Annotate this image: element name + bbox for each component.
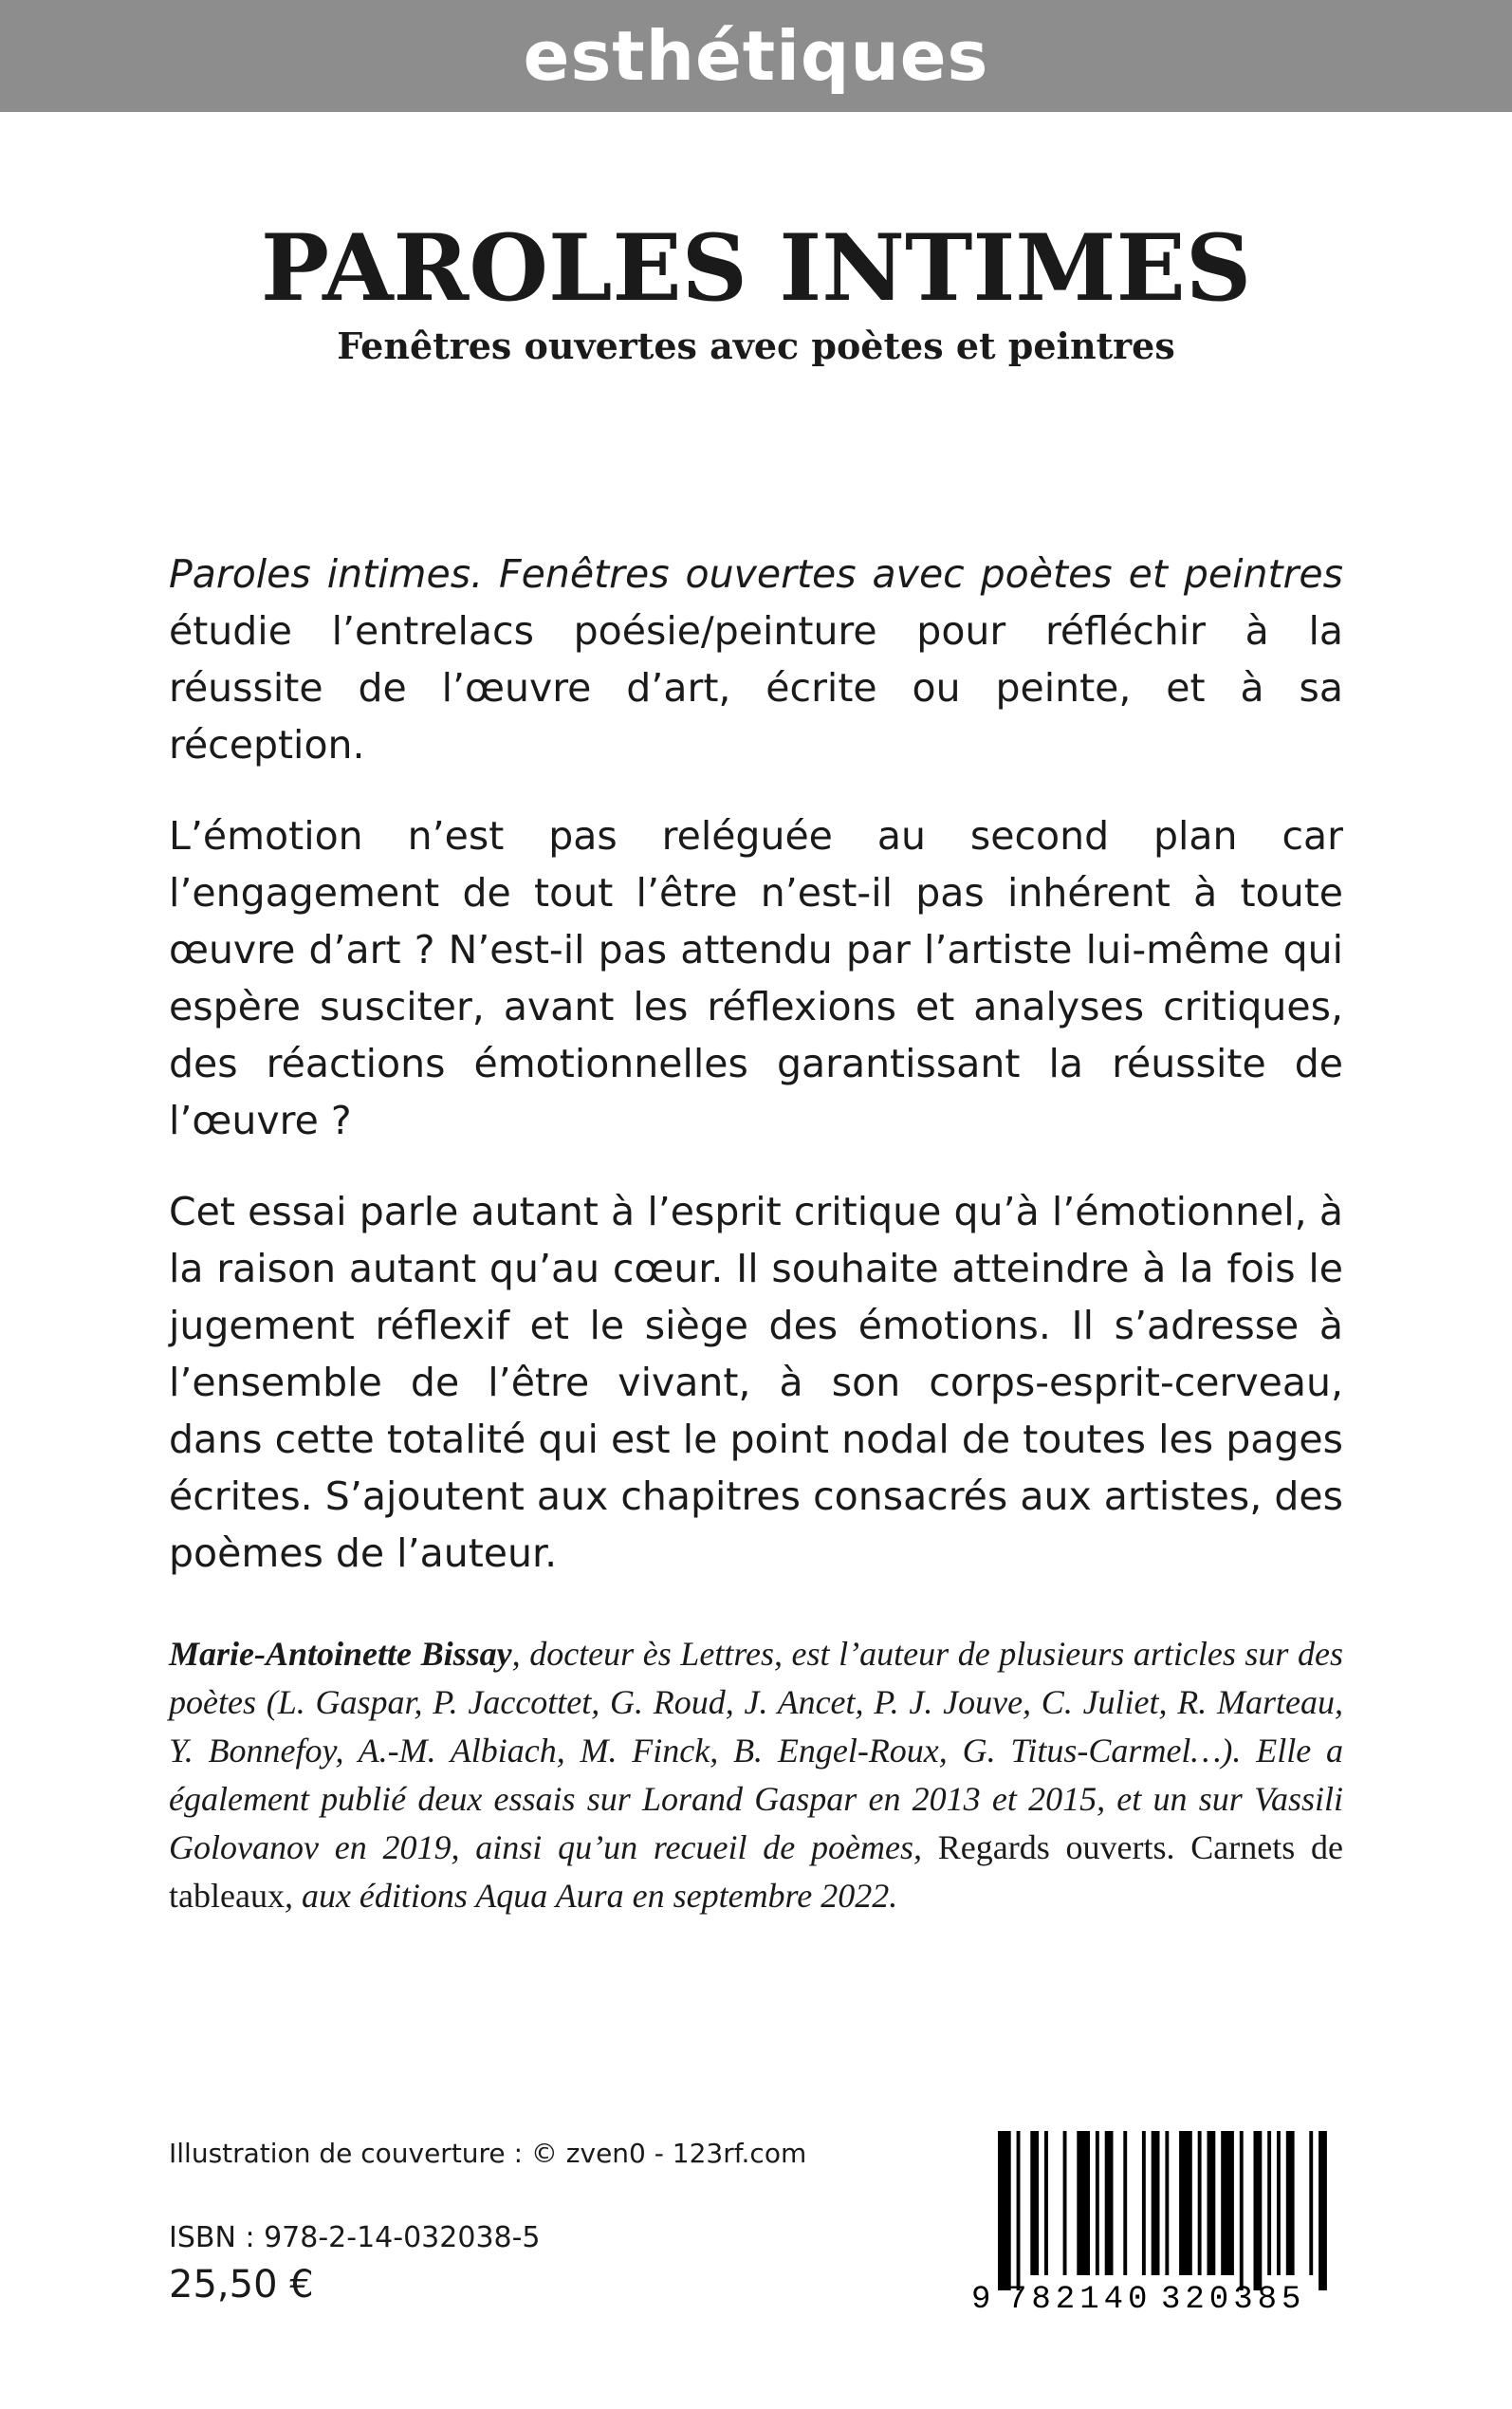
barcode-bar <box>1286 2131 1295 2275</box>
barcode-bar <box>1063 2131 1067 2275</box>
barcode-bar <box>1105 2131 1114 2275</box>
blurb-paragraph-2: L’émotion n’est pas reléguée au second plan car l’engagement de tout l’être n’est-il pas inhérent à toute œuvre d’art ? N’est-il pas attendu par l’artiste lui-même qui espère susciter, avant les réflexions et analyses critiques, des réactions émotionnelles garantissant la réussite de l’œuvre ? <box>169 813 1343 1143</box>
barcode-bar <box>1254 2131 1263 2290</box>
series-banner <box>0 0 1512 112</box>
blurb-paragraph-1-text: étudie l’entrelacs poésie/peinture pour réfléchir à la réussite de l’œuvre d’art, écrite ou peinte, et à sa réception. <box>169 608 1343 768</box>
author-name: Marie-Antoinette Bissay <box>169 1635 512 1673</box>
barcode-bar <box>1165 2131 1169 2275</box>
barcode-bar <box>1208 2131 1216 2275</box>
author-bio-text-2: , aux éditions Aqua Aura en septembre 2022. <box>284 1877 898 1915</box>
author-bio <box>169 1630 1343 1920</box>
series-label: esthétiques <box>523 16 989 96</box>
barcode-bar <box>1318 2131 1327 2290</box>
barcode-bar <box>1123 2131 1127 2275</box>
barcode-lead-digit: 9 <box>971 2282 991 2315</box>
price: 25,50 € <box>169 2263 314 2307</box>
author-bio-text-1: , docteur ès Lettres, est l’auteur de plusieurs articles sur des poètes (L. Gaspar, P. Jaccottet, G. Roud, J. Ancet, P. J. Jouve, C. Juliet, R. Marteau, Y. Bonnefoy, A.-M. Albiach, M. Finck, B. Engel-Roux, G. Titus-Carmel…). Elle a également publié deux essais sur Lorand Gaspar en 2013 et 2015, et un sur Vassili Golovanov en 2019, ainsi qu’un recueil de poèmes, <box>169 1635 1343 1866</box>
barcode-bar <box>1096 2131 1099 2275</box>
barcode-bar <box>1240 2131 1244 2290</box>
ean-barcode <box>958 2125 1337 2315</box>
blurb-book-title: Paroles intimes. Fenêtres ouvertes avec poètes et peintres <box>169 551 1343 597</box>
barcode-left-digits: 782140 <box>1007 2282 1152 2315</box>
book-subtitle: Fenêtres ouvertes avec poètes et peintres <box>337 324 1175 367</box>
barcode-bar <box>1221 2131 1234 2275</box>
barcode-bar <box>1152 2131 1160 2275</box>
barcode-bar <box>1198 2131 1202 2275</box>
cover-illustration-credit: Illustration de couverture : © zven0 - 123rf.com <box>169 2138 807 2169</box>
barcode-bar <box>1044 2131 1048 2275</box>
barcode-bar <box>998 2131 1011 2290</box>
barcode-bar <box>1077 2131 1090 2275</box>
barcode-bar <box>1309 2131 1313 2275</box>
book-title: PAROLES INTIMES <box>260 214 1252 322</box>
blurb-paragraph-1 <box>169 546 1343 773</box>
barcode-bar <box>1030 2131 1039 2275</box>
barcode-bar <box>1267 2131 1271 2275</box>
barcode-bar <box>1017 2131 1021 2290</box>
barcode-bar <box>1179 2131 1192 2275</box>
barcode-right-digits: 320385 <box>1161 2282 1306 2315</box>
blurb-paragraph-3: Cet essai parle autant à l’esprit critique qu’à l’émotionnel, à la raison autant qu’au cœur. Il souhaite atteindre à la fois le jugement réflexif et le siège des émotions. Il s’adresse à l’ensemble de l’être vivant, à son corps-esprit-cerveau, dans cette totalité qui est le point nodal de toutes les pages écrites. S’ajoutent aux chapitres consacrés aux artistes, des poèmes de l’auteur. <box>169 1189 1343 1576</box>
author-bio-work-title: Regards ouverts. Carnets de tableaux <box>169 1828 1343 1915</box>
back-cover-blurb <box>169 546 1343 1616</box>
isbn: ISBN : 978-2-14-032038-5 <box>169 2221 541 2254</box>
barcode-bar <box>1277 2131 1281 2275</box>
barcode-bar <box>1142 2131 1146 2275</box>
